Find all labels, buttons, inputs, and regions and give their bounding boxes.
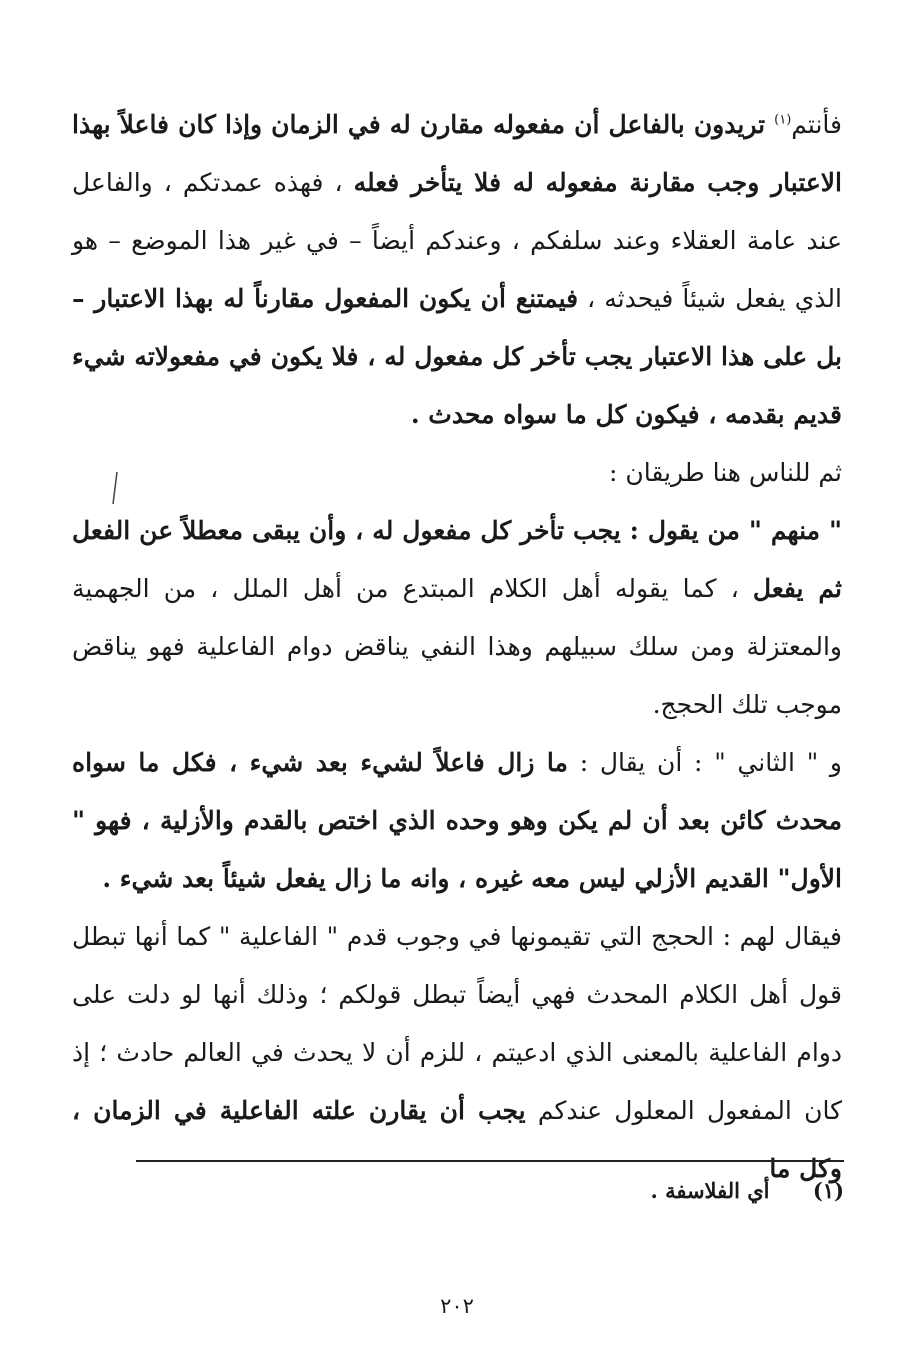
text-run: فأنتم — [791, 110, 842, 139]
text-run: فيقال لهم : الحجج التي تقيمونها في وجوب قدم " الفاعلية " كما أنها تبطل قول أهل الكلام المحدث فهي أيضاً تبطل قولكم ؛ وذلك أنها لو دلت على دوام الفاعلية بالمعنى الذي ادعيتم ، للزم أن لا يحدث في العالم حادث ؛ إذ كان المفعول المعلول عندكم — [72, 922, 842, 1125]
page-number: ٢٠٢ — [440, 1294, 474, 1318]
footnote-ref: (١) — [774, 112, 792, 128]
text-run: ثم للناس هنا طريقان : — [609, 458, 842, 487]
paragraph-3 — [72, 502, 842, 734]
text-run: ، فهذه عمدتكم ، والفاعل عند عامة العقلاء وعند سلفكم ، وعندكم أيضاً – في غير هذا الموضع – هو الذي يفعل شيئاً فيحدثه ، — [72, 168, 842, 313]
bold-text-run: تريدون بالفاعل أن مفعوله مقارن له في الزمان وإذا كان فاعلاً بهذا الاعتبار وجب مقارنة مفعوله له فلا يتأخر فعله — [72, 110, 843, 197]
bold-text-run: فيمتنع أن يكون المفعول مقارناً له بهذا الاعتبار – بل على هذا الاعتبار يجب تأخر كل مفعول له ، فلا يكون في مفعولاته شيء قديم بقدمه ، فيكون كل ما سواه محدث . — [72, 284, 842, 429]
footnote-number: (١) — [812, 1178, 844, 1203]
bold-text-run: " منهم " من يقول : يجب تأخر كل مفعول له ، وأن يبقى معطلاً عن الفعل ثم يفعل — [72, 516, 842, 603]
paragraph-4 — [72, 734, 842, 908]
text-run: و " الثاني " : أن يقال : — [567, 748, 843, 777]
footnote — [650, 1178, 844, 1203]
text-run: ، كما يقوله أهل الكلام المبتدع من أهل الملل ، من الجهمية والمعتزلة ومن سلك سبيلهم وهذا النفي يناقض دوام الفاعلية فهو يناقض موجب تلك الحجج. — [72, 574, 842, 719]
pen-mark — [110, 470, 120, 506]
paragraph-1 — [72, 96, 842, 444]
bold-text-run: ما زال فاعلاً لشيء بعد شيء ، فكل ما سواه محدث كائن بعد أن لم يكن وهو وحده الذي اختص بالقدم والأزلية ، فهو " الأول" القديم الأزلي ليس معه غيره ، وانه ما زال يفعل شيئاً بعد شيء . — [72, 748, 842, 893]
footnote-text: أي الفلاسفة . — [650, 1178, 770, 1203]
bold-text-run: يجب أن يقارن علته الفاعلية في الزمان ، وكل ما — [72, 1096, 842, 1183]
paragraph-5 — [72, 908, 842, 1198]
footnote-divider — [136, 1160, 844, 1162]
paragraph-2 — [72, 444, 842, 502]
